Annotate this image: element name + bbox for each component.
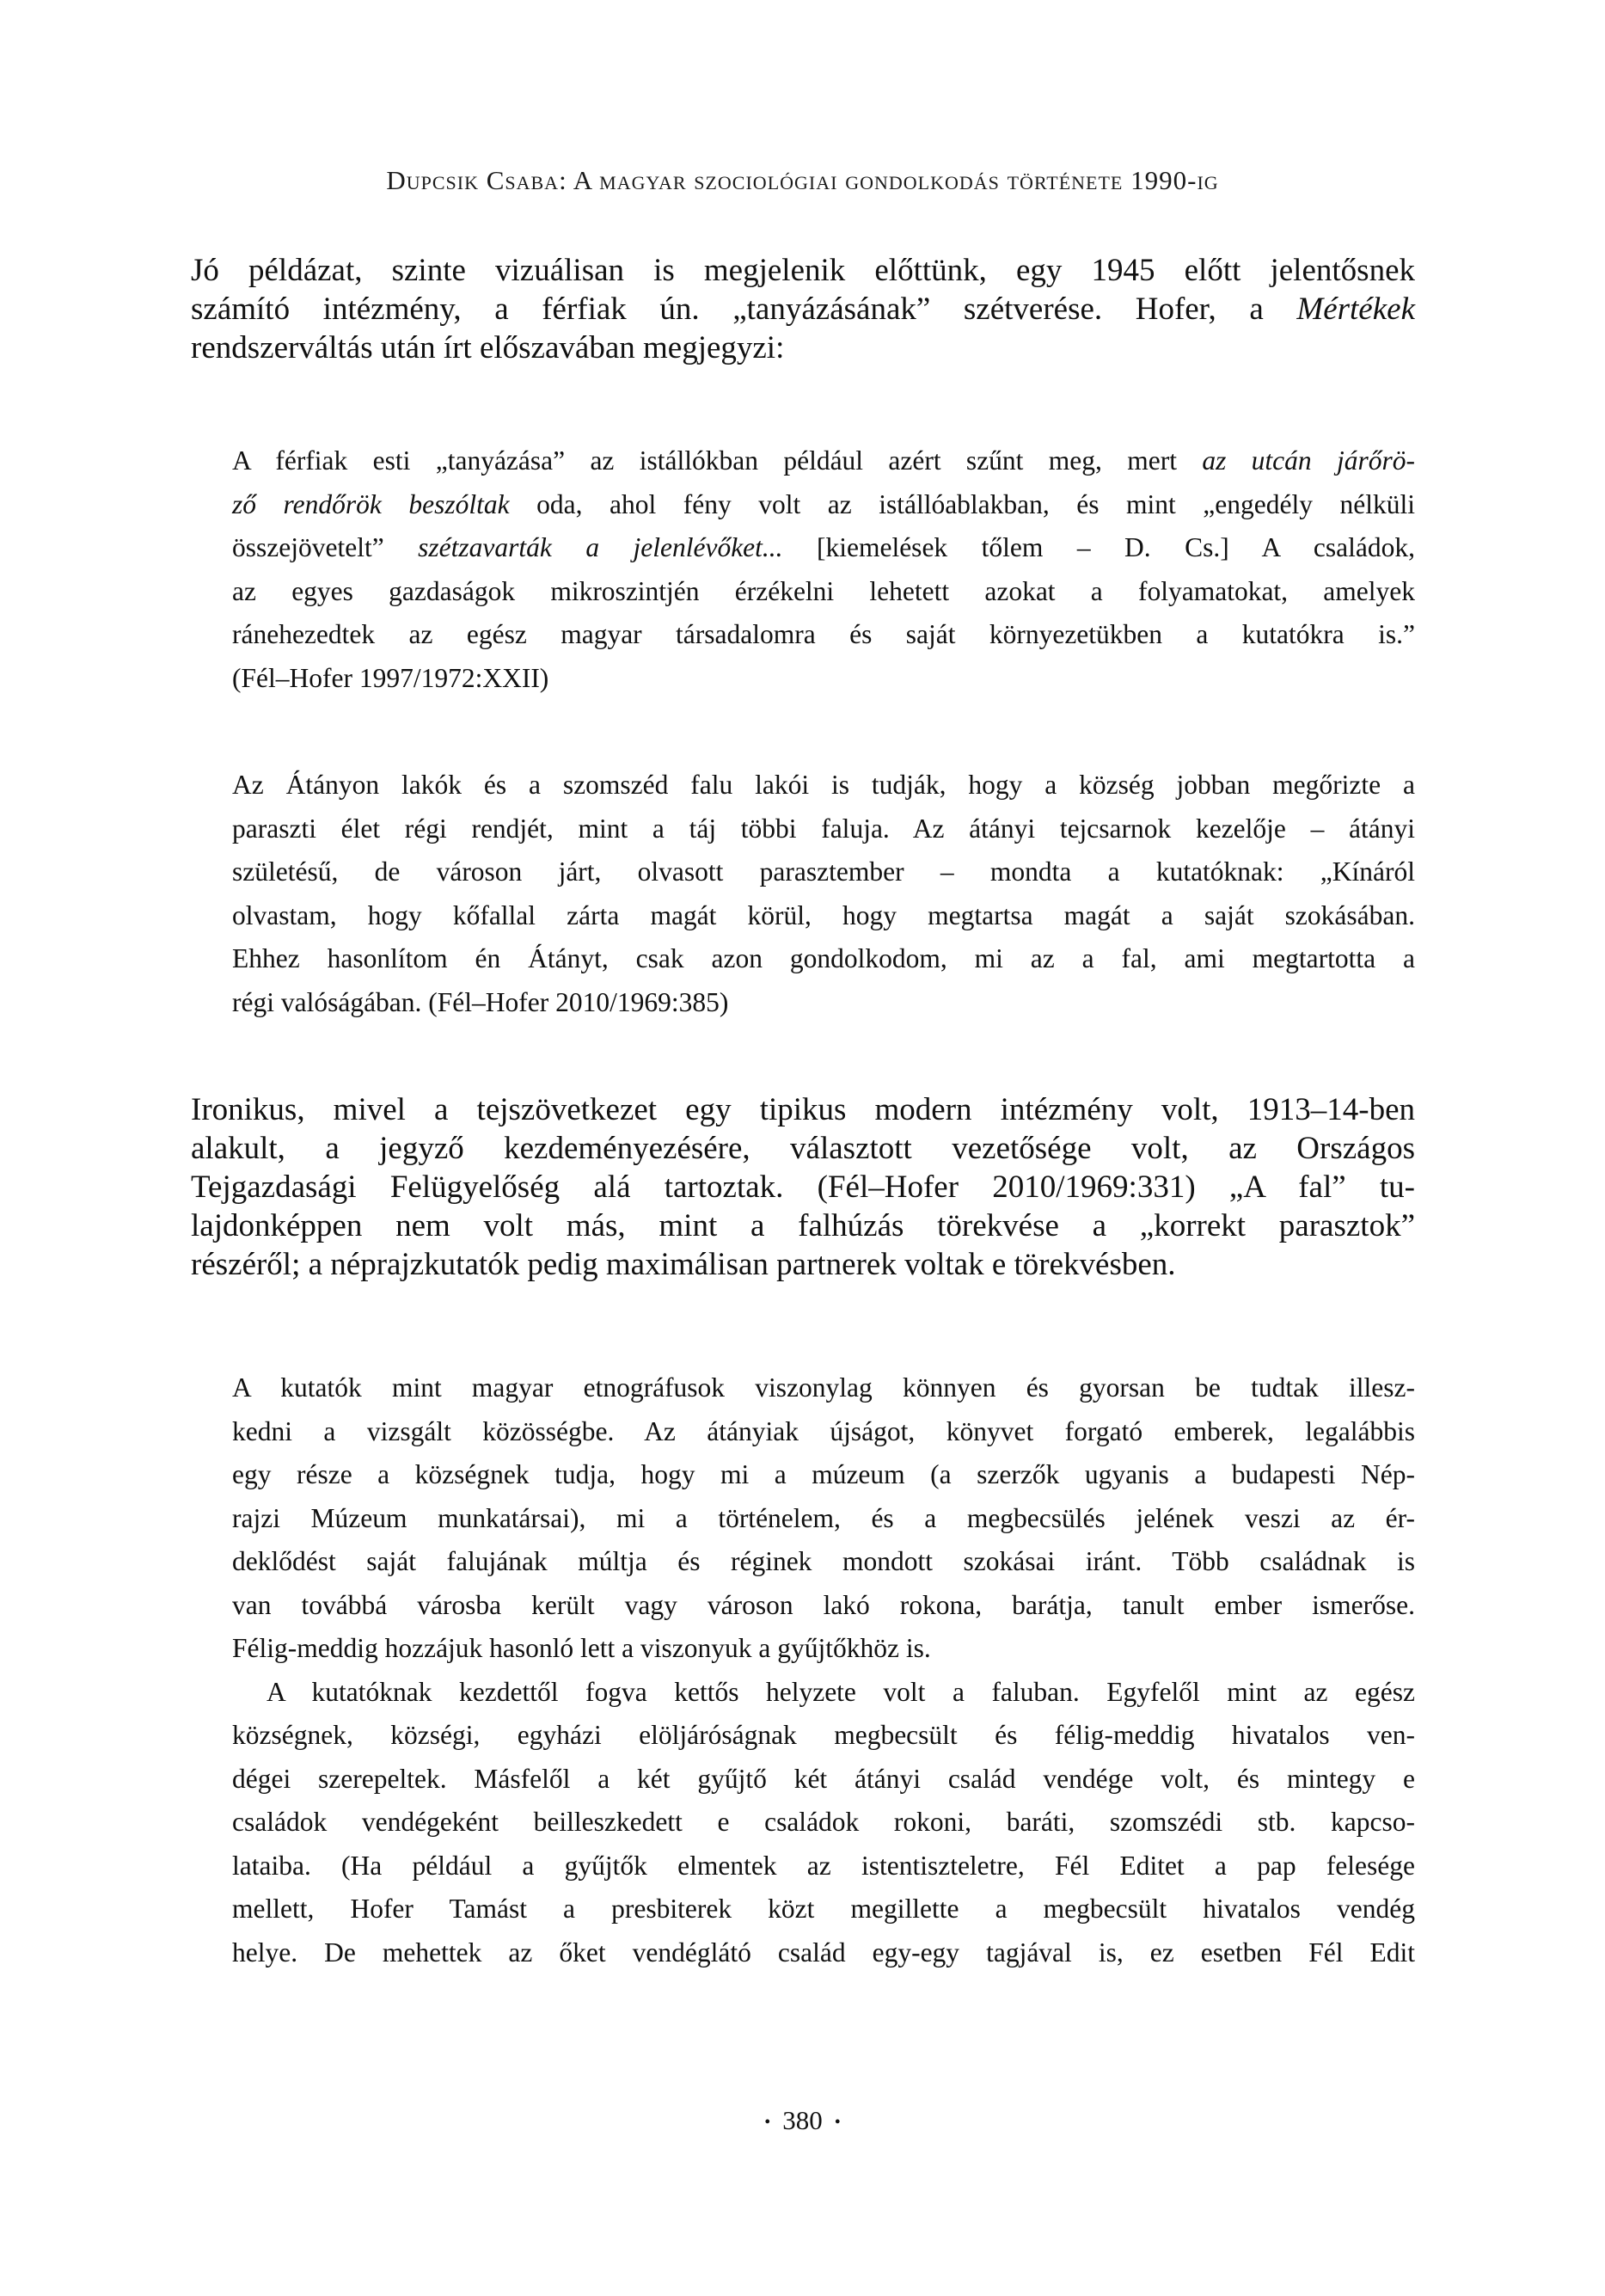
text-line: Ironikus, mivel a tejszövetkezet egy tipikus modern intézmény volt, 1913–14-ben <box>191 1092 1415 1127</box>
text-line: mellett, Hofer Tamást a presbiterek közt megillette a megbecsült hivatalos vendég <box>232 1894 1415 1924</box>
text-line: régi valóságában. (Fél–Hofer 2010/1969:385) <box>232 986 729 1017</box>
body-paragraph-2 <box>191 1090 1415 1284</box>
text-line: rajzi Múzeum munkatársai), mi a történelem, és a megbecsülés jelének veszi az ér- <box>232 1502 1415 1533</box>
page-number <box>0 2105 1605 2136</box>
text-span: összejövetelt” <box>232 532 419 562</box>
text-line: A kutatóknak kezdettől fogva kettős helyzete volt a faluban. Egyfelől mint az egész <box>266 1676 1415 1707</box>
text-line: részéről; a néprajzkutatók pedig maximálisan partnerek voltak e törekvésben. <box>191 1247 1176 1282</box>
text-line: lataiba. (Ha például a gyűjtők elmentek az istentiszteletre, Fél Editet a pap felesége <box>232 1850 1415 1881</box>
text-line <box>191 290 1415 328</box>
running-head: Dupcsik Csaba: A magyar szociológiai gondolkodás története 1990-ig <box>386 165 1219 195</box>
text-line: születésű, de városon járt, olvasott parasztember – mondta a kutatóknak: „Kínáról <box>232 856 1415 887</box>
text-line: községnek, községi, egyházi elöljáróságnak megbecsült és félig-meddig hivatalos ven- <box>232 1720 1415 1750</box>
text-span: A férfiak esti „tanyázása” az istállókban például azért szűnt meg, mert <box>232 445 1203 476</box>
text-line: olvastam, hogy kőfallal zárta magát körül, hogy megtartsa magát a saját szokásában. <box>232 899 1415 930</box>
block-quote-2 <box>232 764 1415 1024</box>
text-line: kedni a vizsgált közösségbe. Az átányiak újságot, könyvet forgató emberek, legalábbis <box>232 1415 1415 1446</box>
text-line: deklődést saját falujának múltja és réginek mondott szokásai iránt. Több családnak is <box>232 1546 1415 1576</box>
text-line: ránehezedtek az egész magyar társadalomra és saját környezetükben a kutatókra is.” <box>232 619 1415 649</box>
emphasis-italic: szétzavarták a jelenlévőket... <box>418 532 783 562</box>
text-line: Jó példázat, szinte vizuálisan is megjelenik előttünk, egy 1945 előtt jelentősnek <box>191 253 1415 288</box>
text-line: családok vendégeként beilleszkedett e családok rokoni, baráti, szomszédi stb. kapcso- <box>232 1807 1415 1837</box>
text-line: alakult, a jegyző kezdeményezésére, választott vezetősége volt, az Országos <box>191 1131 1415 1166</box>
body-paragraph-1 <box>191 251 1415 367</box>
text-span: számító intézmény, a férfiak ún. „tanyázásának” szétverése. Hofer, a <box>191 292 1297 327</box>
block-quote-3 <box>232 1366 1415 1974</box>
text-line: paraszti élet régi rendjét, mint a táj többi faluja. Az átányi tejcsarnok kezelője – átányi <box>232 813 1415 844</box>
text-line: az egyes gazdaságok mikroszintjén érzékelni lehetett azokat a folyamatokat, amelyek <box>232 575 1415 606</box>
text-line: A kutatók mint magyar etnográfusok viszonylag könnyen és gyorsan be tudtak illesz- <box>232 1372 1415 1403</box>
text-span: [kiemelések tőlem – D. Cs.] A családok, <box>782 532 1415 562</box>
text-line: dégei szerepeltek. Másfelől a két gyűjtő két átányi család vendége volt, és mintegy e <box>232 1763 1415 1794</box>
text-line: Ehhez hasonlítom én Átányt, csak azon gondolkodom, mi az a fal, ami megtartotta a <box>232 943 1415 973</box>
emphasis-italic: ző rendőrök beszóltak <box>232 488 510 519</box>
book-title-italic: Mértékek <box>1296 292 1415 327</box>
quote-paragraph-b <box>232 1671 1415 1975</box>
citation: (Fél–Hofer 1997/1972:XXII) <box>232 662 549 693</box>
ornament-dot-right: • <box>834 2113 841 2133</box>
text-line: Az Átányon lakók és a szomszéd falu lakói is tudják, hogy a község jobban megőrizte a <box>232 770 1415 800</box>
emphasis-italic: az utcán járőrö- <box>1202 445 1416 476</box>
page-number-value: 380 <box>782 2105 823 2135</box>
text-line: helye. De mehettek az őket vendéglátó család egy-egy tagjával is, ez esetben Fél Edit <box>232 1937 1415 1968</box>
ornament-dot-left: • <box>764 2113 771 2133</box>
text-line: Tejgazdasági Felügyelőség alá tartoztak. (Fél–Hofer 2010/1969:331) „A fal” tu- <box>191 1169 1415 1205</box>
text-line: Félig-meddig hozzájuk hasonló lett a viszonyuk a gyűjtőkhöz is. <box>232 1633 931 1663</box>
quote-paragraph-a <box>232 1366 1415 1671</box>
text-line <box>232 526 1415 570</box>
text-line <box>232 483 1415 527</box>
text-span: oda, ahol fény volt az istállóablakban, és mint „engedély nélküli <box>509 488 1415 519</box>
block-quote-1 <box>232 439 1415 700</box>
text-line: egy része a községnek tudja, hogy mi a múzeum (a szerzők ugyanis a budapesti Nép- <box>232 1459 1415 1489</box>
text-line: van továbbá városba került vagy városon lakó rokona, barátja, tanult ember ismerőse. <box>232 1589 1415 1620</box>
text-line: lajdonképpen nem volt más, mint a falhúzás törekvése a „korrekt parasztok” <box>191 1208 1415 1243</box>
text-line: rendszerváltás után írt előszavában megjegyzi: <box>191 330 785 365</box>
text-line <box>232 439 1415 483</box>
